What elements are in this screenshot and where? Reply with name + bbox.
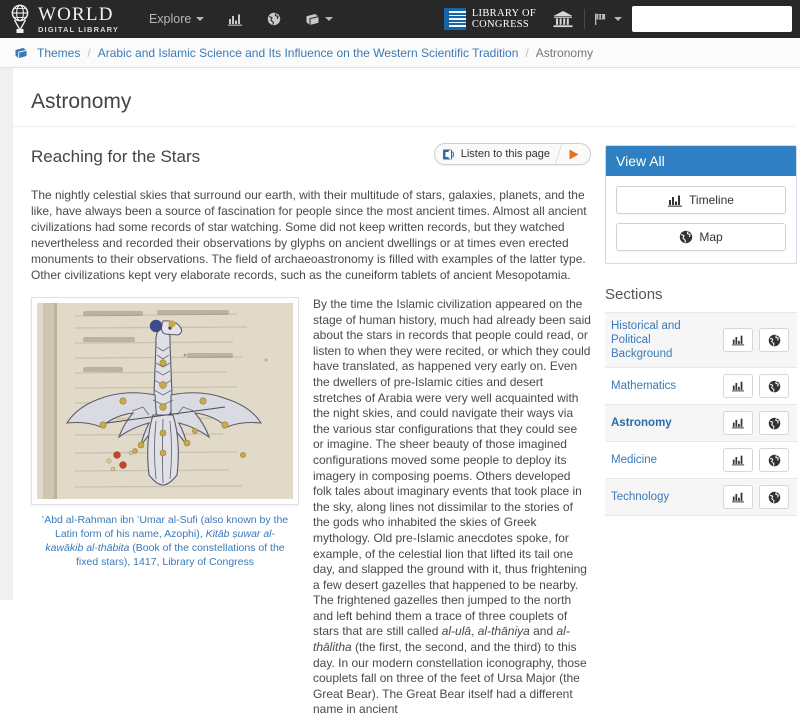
breadcrumb-separator: / (525, 45, 529, 60)
body-term-al-thaniya: al-thāniya (477, 624, 530, 639)
chevron-down-icon (325, 17, 333, 21)
library-of-congress-flag-mark-icon (444, 8, 466, 30)
body-term-al-ula: al-ulā (441, 624, 472, 639)
breadcrumb-separator: / (87, 45, 91, 60)
chevron-down-icon (614, 17, 622, 21)
body-term-al-thalitha: al-thālitha (313, 624, 570, 655)
article-header (31, 145, 591, 179)
breadcrumb-item-theme[interactable]: Arabic and Islamic Science and Its Influence on the Western Scientific Tradition (97, 45, 519, 60)
search-box (632, 6, 792, 32)
primary-nav (137, 6, 345, 32)
timeline-button[interactable] (616, 186, 786, 214)
brand-subtitle: DIGITAL LIBRARY (38, 24, 119, 34)
timeline-bar-chart-icon (732, 417, 745, 429)
timeline-bar-chart-icon (732, 454, 745, 466)
section-timeline-button[interactable] (723, 328, 753, 352)
listen-to-this-page-button[interactable] (434, 143, 591, 165)
main-column (31, 145, 591, 718)
book-icon (305, 13, 320, 26)
timeline-button-label: Timeline (689, 193, 734, 207)
figure (31, 297, 299, 718)
view-all-title: View All (606, 146, 796, 176)
map-button[interactable] (616, 223, 786, 251)
globe-icon (768, 380, 781, 393)
article-body (31, 297, 591, 718)
language-flag-icon (594, 12, 609, 26)
map-button-label: Map (699, 230, 723, 244)
body-text-part-2: (the first, the second, and the third) to this day. In our modern constellation iconography, those couplets fall on three of the feet of Ursa Major (the Great Bear). The Great Bear itself had a different name in ancient (313, 640, 587, 717)
listen-button-label: Listen to this page (460, 148, 550, 160)
play-icon[interactable] (559, 148, 590, 161)
article-heading: Reaching for the Stars (31, 147, 201, 166)
section-label[interactable]: Astronomy (611, 417, 672, 429)
section-row-historical-and-political-background[interactable] (605, 313, 797, 368)
globe-icon (768, 454, 781, 467)
nav-map[interactable] (255, 6, 293, 32)
timeline-bar-chart-icon (732, 380, 745, 392)
section-map-button[interactable] (759, 485, 789, 509)
section-row-mathematics[interactable] (605, 368, 797, 405)
section-label[interactable]: Historical and Political Background (611, 320, 681, 360)
section-timeline-button[interactable] (723, 448, 753, 472)
breadcrumb-item-current: Astronomy (535, 45, 594, 60)
section-label[interactable]: Technology (611, 491, 670, 503)
speaker-icon (435, 148, 461, 161)
globe-icon (768, 491, 781, 504)
article-intro-paragraph: The nightly celestial skies that surround our earth, with their multitude of stars, galaxies, planets, and the like, have always been a source of fascination for people since the most ancient times. Almost all ancient civilizations had some records of star watching. Some did not keep written records, but they watched nevertheless and recorded their observations by glyphs on ancient dwellings or at times even erected monuments to their observations. The field of archaeoastronomy is filled with examples of the latter type. Other civilizations kept very elaborate records, such as the cuneiform tablets of ancient Mesopotamia. (31, 188, 587, 282)
section-row-medicine[interactable] (605, 442, 797, 479)
nav-timeline[interactable] (216, 7, 255, 32)
top-navigation-bar (0, 0, 800, 38)
book-icon (14, 47, 28, 59)
figure-caption-part-1: ʻAbd al-Rahman ibn ʻUmar al-Sufi (also known by the Latin form of his name, Azophi), (41, 514, 289, 540)
globe-icon (768, 334, 781, 347)
globe-icon (679, 230, 693, 244)
manuscript-illumination-of-a-bird-constellation-image (37, 303, 293, 499)
sections-list (605, 312, 797, 516)
library-of-congress-logo[interactable] (444, 8, 536, 30)
chevron-down-icon (196, 17, 204, 21)
section-row-astronomy[interactable] (605, 405, 797, 442)
left-gutter (0, 68, 13, 600)
globe-on-stand-logo-icon (8, 4, 32, 34)
section-map-button[interactable] (759, 448, 789, 472)
search-input[interactable] (632, 6, 792, 32)
body-sep-2: and (529, 624, 557, 639)
header-divider (584, 9, 585, 29)
timeline-bar-chart-icon (732, 334, 745, 346)
right-sidebar (605, 145, 797, 718)
timeline-bar-chart-icon (668, 194, 683, 207)
section-map-button[interactable] (759, 411, 789, 435)
globe-icon (267, 12, 281, 26)
view-all-buttons (606, 176, 796, 263)
globe-icon (768, 417, 781, 430)
timeline-bar-chart-icon (732, 491, 745, 503)
loc-line-2: CONGRESS (471, 19, 530, 30)
breadcrumb-item-themes[interactable]: Themes (37, 45, 81, 60)
body-sep-1: , (471, 624, 478, 639)
section-map-button[interactable] (759, 328, 789, 352)
content-sheet (13, 68, 800, 717)
nav-explore[interactable] (137, 6, 216, 32)
view-all-panel (605, 145, 797, 264)
section-label[interactable]: Mathematics (611, 380, 677, 392)
section-map-button[interactable] (759, 374, 789, 398)
header-right-group (444, 0, 800, 38)
brand-name: WORLD (38, 3, 114, 25)
figure-caption-part-2: (Book of the constellations of the fixed stars), 1417, Library of Congress (76, 542, 285, 568)
figure-frame[interactable] (31, 297, 299, 505)
wdl-logo[interactable] (8, 4, 119, 34)
timeline-bar-chart-icon (228, 13, 243, 26)
section-timeline-button[interactable] (723, 485, 753, 509)
content-columns (13, 127, 800, 718)
section-timeline-button[interactable] (723, 374, 753, 398)
page-body (0, 68, 800, 717)
classical-building-icon[interactable] (552, 9, 574, 29)
language-selector[interactable] (594, 12, 622, 26)
sections-heading: Sections (605, 286, 663, 303)
article-body-text (313, 297, 591, 718)
nav-library[interactable] (293, 7, 345, 32)
section-timeline-button[interactable] (723, 411, 753, 435)
page-title: Astronomy (13, 68, 795, 127)
figure-caption (31, 513, 299, 569)
breadcrumb (0, 38, 800, 68)
figure-caption-title: Kitāb ṣuwar al-kawākib al-thābita (45, 528, 276, 554)
nav-explore-label: Explore (148, 12, 192, 26)
section-row-technology[interactable] (605, 479, 797, 516)
section-label[interactable]: Medicine (611, 454, 658, 466)
body-text-part-1: By the time the Islamic civilization appeared on the stage of human history, much had already been said about the stars in records that people could read, or listen to when they were recited, or which they could have translated, as happened very early on. Even the dwellers of pre-Islamic cities and desert stretches of Arabia were very well acquainted with the night skies, and could navigate their ways via the various star configurations that they could see or imagine. The sheer beauty of those imagined configurations moved some people to deploy its imagery in composing poems. Others developed folk tales about imaginary events that took place in the sky, along lines not dissimilar to the stories of the gods who inhabited the skies of Greek mythology. Old pre-Islamic anecdotes spoke, for example, of the celestial lion that lifted its tail one day, and slapped the ground with it, thus frightening a few desert gazelles that happened to be nearby. The frightened gazelles then jumped to the north and left behind them a trace of three couplets of stars that are still called (313, 297, 591, 639)
loc-line-1: LIBRARY OF (471, 7, 536, 19)
